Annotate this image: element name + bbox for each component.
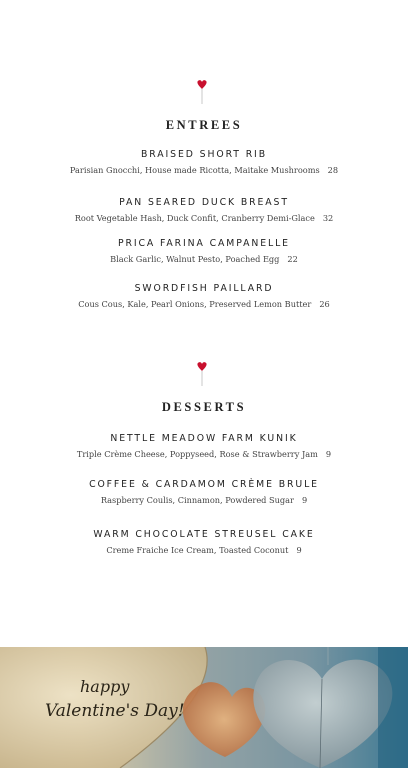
heart-pin-icon [195, 361, 209, 387]
item-name: BRAISED SHORT RIB [141, 149, 267, 160]
banner-greeting-line1: happy [80, 677, 130, 696]
item-name: PRICA FARINA CAMPANELLE [118, 238, 290, 249]
item-description: Triple Crème Cheese, Poppyseed, Rose & Strawberry Jam 9 [76, 449, 332, 459]
heart-pin-icon [195, 79, 209, 105]
menu-item [0, 433, 408, 460]
item-name: SWORDFISH PAILLARD [134, 283, 274, 294]
item-name: NETTLE MEADOW FARM KUNIK [110, 433, 298, 444]
item-price: 9 [296, 545, 302, 555]
item-name: COFFEE & CARDAMOM CRÈME BRULE [89, 479, 319, 490]
menu-item [0, 479, 408, 506]
section-title-entrees: ENTREES [165, 118, 243, 132]
item-price: 28 [327, 165, 339, 175]
item-description: Cous Cous, Kale, Pearl Onions, Preserved Lemon Butter 26 [78, 299, 330, 309]
menu-item [0, 197, 408, 224]
item-description: Raspberry Coulis, Cinnamon, Powdered Sugar 9 [100, 495, 308, 505]
item-price: 22 [287, 254, 298, 264]
menu-item [0, 529, 408, 556]
item-price: 9 [325, 449, 332, 459]
menu-item [0, 283, 408, 310]
item-price: 32 [322, 213, 334, 223]
item-price: 26 [319, 299, 330, 309]
valentines-banner [0, 647, 408, 768]
section-title-desserts: DESSERTS [161, 400, 247, 414]
menu-item [0, 238, 408, 265]
item-name: PAN SEARED DUCK BREAST [119, 197, 289, 208]
item-description: Creme Fraiche Ice Cream, Toasted Coconut 9 [106, 545, 302, 555]
menu-item [0, 149, 408, 176]
item-name: WARM CHOCOLATE STREUSEL CAKE [93, 529, 315, 540]
item-price: 9 [301, 495, 308, 505]
item-description: Root Vegetable Hash, Duck Confit, Cranberry Demi-Glace 32 [74, 213, 334, 223]
banner-greeting-line2: Valentine's Day! [45, 701, 185, 721]
item-description: Parisian Gnocchi, House made Ricotta, Maitake Mushrooms 28 [69, 165, 339, 175]
item-description: Black Garlic, Walnut Pesto, Poached Egg 22 [110, 254, 298, 264]
